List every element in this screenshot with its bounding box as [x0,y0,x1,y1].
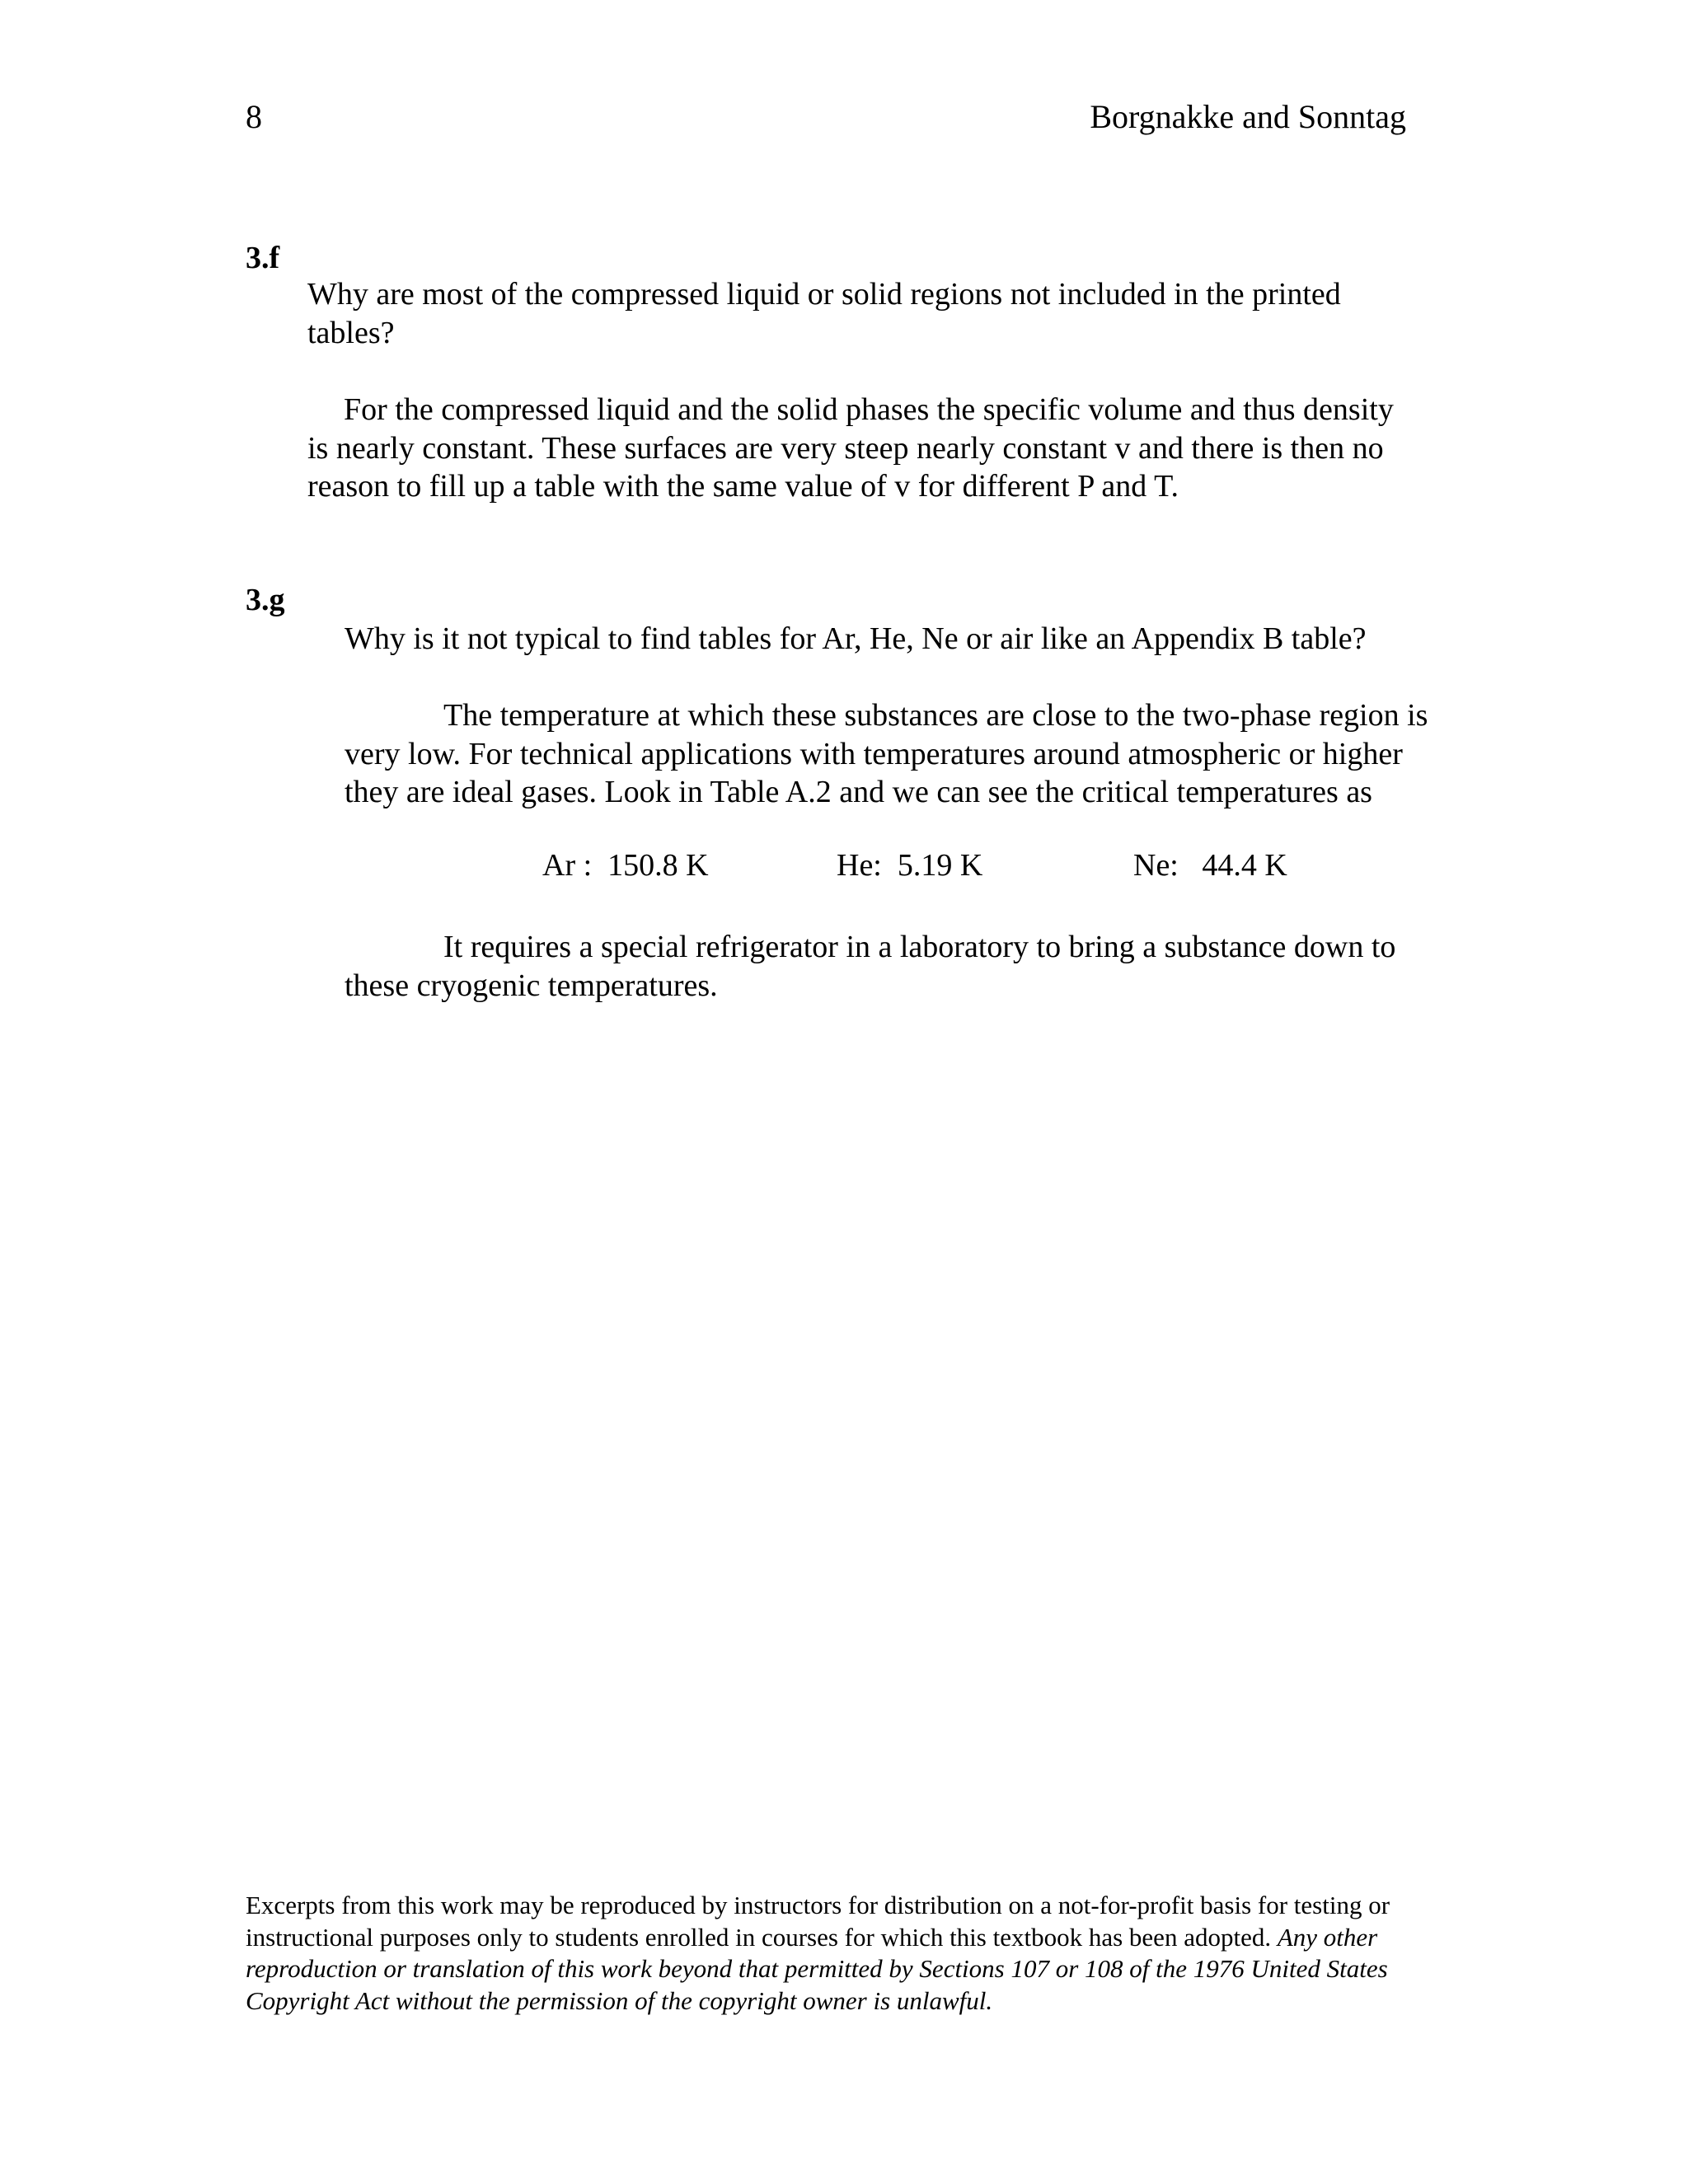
conclusion-3g: It requires a special refrigerator in a laboratory to bring a substance down to these cryogenic temperatures. [345,930,1396,1003]
critical-temperature-ar: Ar : 150.8 K [542,848,709,883]
question-3g: Why is it not typical to find tables for Ar, He, Ne or air like an Appendix B table? [345,621,1367,656]
answer-3f: For the compressed liquid and the solid phases the specific volume and thus density is nearly constant. These surfaces are very steep nearly constant v and there is then no reason to fill up a table with the same value of v for different P and T. [307,392,1394,504]
copyright-notice [246,1890,1432,2017]
answer-3g: The temperature at which these substances are close to the two-phase region is very low. For technical applications with temperatures around atmospheric or higher they are ideal gases. Look in Table A.2 and we can see the critical temperatures as [345,698,1428,809]
page-number: 8 [246,98,262,135]
copyright-notice-italic: Any other reproduction or translation of this work beyond that permitted by Sections 107 or 108 of the 1976 United States Copyright Act without the permission of the copyright owner is unlawful. [246,1922,1388,2015]
critical-temperature-ne: Ne: 44.4 K [1133,848,1287,883]
copyright-notice-normal: Excerpts from this work may be reproduced by instructors for distribution on a not-for-profit basis for testing or instructional purposes only to students enrolled in courses for which this textbook has been adopted. [246,1891,1390,1952]
section-label-3g: 3.g [246,583,285,617]
section-label-3f: 3.f [246,241,280,275]
question-3f: Why are most of the compressed liquid or solid regions not included in the printed tables? [307,277,1341,350]
critical-temperature-he: He: 5.19 K [837,848,983,883]
running-head: Borgnakke and Sonntag [1090,98,1406,135]
